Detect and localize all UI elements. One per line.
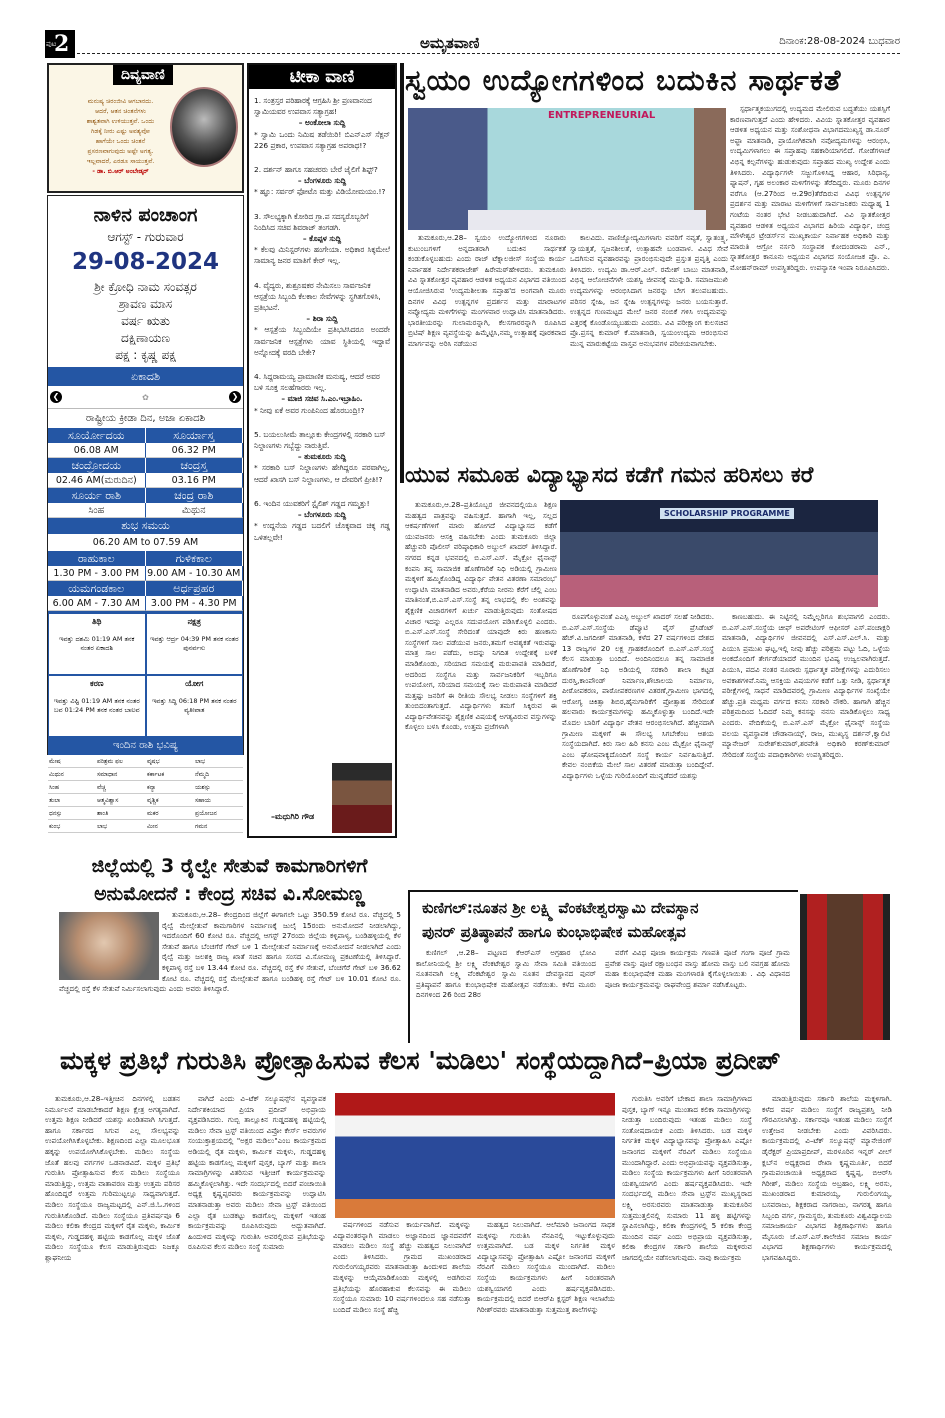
tithi-box — [48, 613, 146, 675]
timing-header: ಚಂದ್ರಸ್ತ — [146, 458, 244, 473]
quote-author: - ಡಾ. ಬಿ.ಆರ್ ಅಂಬೇಡ್ಕರ್ — [92, 168, 149, 175]
rashi-sign: ಮೀನ — [146, 820, 194, 833]
kala-value: 1.30 PM - 3.00 PM — [48, 566, 146, 581]
panchanga-date: 29-08-2024 — [71, 249, 220, 275]
headline-line: ಕುಣಿಗಲ್:ನೂತನ ಶ್ರೀ ಲಕ್ಷ್ಮಿ ವೆಂಕಟೇಶ್ವರಸ್ವಾಮಿ ದೇವಸ್ಥಾನ — [422, 899, 699, 917]
timing-value: 06.32 PM — [146, 443, 244, 458]
teeka-question: 3. ಸೌಲಭ್ಯಕ್ಕಾಗಿ ಕೋರಿದ ಗ್ರಾ.ಪ ಸದಸ್ಯರೊಬ್ಬರಿಗೆ ನಿಂದಿಸಿದ ಸಚಿವ ಶಿವರಾಜ್ ತಂಗಡಗಿ. — [254, 211, 369, 232]
columnist-signature: –ಮಧುಗಿರಿ ಗೌಡ — [271, 812, 315, 821]
panchanga-line: ಪಕ್ಷ : ಕೃಷ್ಣ ಪಕ್ಷ — [115, 348, 176, 362]
panchanga-box — [47, 195, 244, 830]
box-body: ಇವತ್ತು ಸಿದ್ಧಿ 06:18 PM ತನಕ ನಂತರ ವ್ಯತೀಪಾತ — [151, 697, 237, 714]
timing-value: ಮಿಥುನ — [146, 503, 244, 518]
timing-header: ಸೂರ್ಯ ರಾಶಿ — [48, 488, 146, 503]
rashi-prediction: ಯಶಸ್ಸು — [194, 781, 243, 794]
karana-box — [48, 675, 146, 737]
teeka-source: – ಬೆಂಗಳೂರು ಸುದ್ದಿ — [297, 510, 347, 520]
teeka-source: – ಶಿರಾ ಸುದ್ದಿ — [306, 314, 338, 324]
kala-value: 9.00 AM - 10.30 AM — [146, 566, 244, 581]
rashi-sign: ಕರ್ಕಾಟಕ — [146, 768, 194, 781]
panchanga-line: ವರ್ಷ ಋತು — [121, 314, 170, 328]
kunigal-column-2 — [605, 948, 790, 1043]
quote-line: ಹಾಗೆಯೇ ಒಂದು ಚಿಂತನೆ — [95, 138, 146, 145]
box-body: ಇವತ್ತು ದಶಮಿ 01:19 AM ತನಕ ನಂತರ ಏಕಾದಶಿ — [59, 635, 135, 652]
rashi-prediction: ಪರಿಶ್ರಮ ಫಲ — [96, 755, 146, 768]
madilu-column-6 — [762, 1094, 892, 1394]
article-text: ಕುಣಿಗಲ್ ,ಆ.28– ಪಟ್ಟಣದ ಕೆಆರ್‌ಎಸ್ ಅಗ್ರಹಾರ ಭೋವಿ ಕಾಲೋನಿಯಲ್ಲಿ ಶ್ರೀ ಲಕ್ಷ್ಮಿ ವೆಂಕಟೇಶ್ವರ ಸ್ವಾಮಿ ಸೇವಾ ಸಮಿತಿ ವತಿಯಿಂದ ನೂತನವಾಗಿ ಲಕ್ಷ್ಮಿ ವೆಂಕಟೇಶ್ವರ ಸ್ವಾಮಿ ನೂತನ ದೇವಸ್ಥಾನದ ಪುನರ್ ಪ್ರತಿಷ್ಠಾಪನೆ ಹಾಗೂ ಕುಂಭಾಭಿಷೇಕ ಮಹೋತ್ಸವ ನಡೆಯಿತು. ಕಳೆದ ಮೂರು ದಿನಗಳಿಂದ 26 ರಿಂದ 28ರ — [416, 948, 596, 1000]
panchanga-line: ಶ್ರಾವಣ ಮಾಸ — [118, 297, 173, 311]
teeka-question: 1. ಸಂತ್ರಸ್ತರ ಪರಿಹಾರಕ್ಕೆ ಆಗ್ರಹಿಸಿ ಶ್ರೀ ಪ್ರಣವಾನಂದ ಸ್ವಾಮಿಯವರ ಉಪವಾಸ ಸತ್ಯಾಗ್ರಹ! — [254, 96, 372, 117]
rashi-title: ಇಂದಿನ ರಾಶಿ ಭವಿಷ್ಯ — [48, 737, 243, 755]
teeka-item — [254, 211, 390, 277]
kala-value: 3.00 PM - 4.30 PM — [146, 596, 244, 611]
paper-name: ಅಮೃತವಾಣಿ — [420, 34, 480, 52]
box-title: ನಕ್ಷತ್ರ — [187, 617, 201, 626]
teeka-vani-title: ಟೀಕಾ ವಾಣಿ — [249, 65, 395, 89]
teeka-answer: * ಸರಕಾರಿ ಬಸ್ ನಿಲ್ದಾಣಗಳು ಹೇಗಿದ್ದರೂ ಪರವಾಗಿಲ್ಲ, ಆದರೆ ಖಾಸಗಿ ಬಸ್ ನಿಲ್ದಾಣಗಳು, ಆ ದೇವರಿಗೆ ಪ್ರೀತಿ!? — [254, 463, 390, 484]
festival-line: ರಾಷ್ಟ್ರೀಯ ಕ್ರೀಡಾ ದಿನ, ಅಜಾ ಏಕಾದಶಿ — [48, 408, 243, 428]
quote-line: ಪ್ರಸರಣವಾಗುವುದು ಅಷ್ಟೇ ಅಗತ್ಯ. — [87, 148, 154, 155]
quote-line: ಗಿಡಕ್ಕೆ ನೀರು ಎಷ್ಟು ಅವಶ್ಯವೋ — [91, 128, 150, 135]
teeka-answer: * ಸ್ವಾಮಿ ಒಂದು ನಿಮಿಷ ತಡೆಯಿರಿ! ಬಿಎನ್‌ಎಸ್ ಸೆಕ್ಷನ್ 226 ಪ್ರಕಾರ, ಉಪವಾಸ ಸತ್ಯಾಗ್ರಹ ಅಪರಾಧ!? — [254, 129, 390, 150]
kunigal-headline — [422, 896, 698, 944]
lead-photo — [408, 108, 726, 230]
rashi-prediction: ವೆಚ್ಚ — [96, 781, 146, 794]
timing-value: 06.08 AM — [48, 443, 146, 458]
teeka-item — [254, 280, 390, 368]
teeka-vani-box — [247, 63, 397, 838]
photo-float-spacer — [59, 910, 162, 980]
rashi-prediction: ನೆಮ್ಮದಿ — [194, 768, 243, 781]
deity-photo — [800, 894, 890, 1040]
railway-body — [59, 910, 401, 1040]
article-text: ಮಾಡುತ್ತಿರುವುದು ಸರ್ಕಾರಿ ಶಾಲೆಯ ಮಕ್ಕಳಿಗಾಗಿ. ಕಳೆದ ವರ್ಷ ಮಡಿಲು ಸಂಸ್ಥೆಗೆ ರಾಜ್ಯಪ್ರಶಸ್ತಿ ನೀಡಿ ಗೌರವಿಸಲಾಗಿತ್ತು. ಸರ್ಕಾರವೂ ಇತಂಹ ಮಡಿಲು ಸಂಸ್ಥೆಗೆ ಉತ್ತೇಜನ ನೀಡಬೇಕು ಎಂದು ವಿವರಿಸಿದರು. ಕಾರ್ಯಕ್ರಮದಲ್ಲಿ ವಿ–ಟೆಕ್ ಸಲ್ಯೂಷನ್ಸ್ ಮ್ಯಾನೇಜಿಂಗ್ ಡೈರೆಕ್ಟರ್ ಪ್ರಿಯಾಪ್ರದೀಪ್, ಮರಳೂರಿನ ಇನ್ನರ್ ವೀಲ್ ಕ್ಲಬ್‌ನ ಅಧ್ಯಕ್ಷರಾದ ರೇಖಾ ಕೃಷ್ಣಮೂರ್ತಿ, ಬಿದರೆ ಗ್ರಾಮಪಂಚಾಯಿತಿ ಅಧ್ಯಕ್ಷರಾದ ಕೃಷ್ಣಪ್ಪ, ಬಿಆರ್‌ಸಿ ಗಿರೀಶ್, ಮಡಿಲು ಸಂಸ್ಥೆಯ ಅಬ್ರಹಾಂ, ಲಕ್ಷ್ಮಿ ಅರಸು, ಮುಖಂಡರಾದ ಕುಮಾರಯ್ಯ, ಗುರುಲಿಂಗಯ್ಯ, ಬಸವರಾಜು, ಶಿಕ್ಷಕರಾದ ನಾಗರಾಜು, ನಾಗರತ್ನ ಹಾಗೂ ಸಿಬ್ಬಂದಿ ವರ್ಗ, ಗ್ರಾಮಸ್ಥರು, ತುಮಕೂರು ವಿಶ್ವವಿದ್ಯಾಲಯ ಸಮಾಜಕಾರ್ಯ ವಿಭಾಗದ ಶಿಕ್ಷಣಾರ್ಥಿಗಳು ಹಾಗೂ ಮೈಸೂರು ಜೆ.ಎಸ್.ಎಸ್.ಕಾಲೇಜಿನ ಸಮಾಜ ಕಾರ್ಯ ವಿಭಾಗದ ಶಿಕ್ಷಣಾರ್ಥಿಗಳು ಕಾರ್ಯಕ್ರಮದಲ್ಲಿ ಭಾಗವಹಿಸಿದ್ದರು. — [762, 1094, 892, 1262]
date-line: ದಿನಾಂಕ:28-08-2024 ಬುಧವಾರ — [779, 36, 900, 47]
teeka-answer: * ನೀವು ಏಕೆ ಅವರ ಗುಂಪಿನಿಂದ ಹೊರಬಂದ್ರಿ!? — [254, 405, 365, 415]
box-body: ಇವತ್ತು ವಿಷ್ಟಿ 01:19 AM ತನಕ ನಂತರ ಬವ 01:24 PM ತನಕ ನಂತರ ಬಾಲವ — [53, 697, 140, 714]
rashi-prediction: ಲಾಭ — [96, 820, 146, 833]
spacer — [254, 485, 390, 495]
chevron-right-icon[interactable]: ❯ — [229, 391, 241, 403]
teeka-source: – ಕೊಪ್ಪಳ ಸುದ್ದಿ — [302, 234, 342, 244]
shubha-value: 06.20 AM to 07.59 AM — [92, 537, 199, 548]
ambedkar-portrait — [170, 87, 238, 167]
teeka-answer: * ಹ್ಞೂ: ಸರ್ವರ್ ಫೋಟೊ ಮತ್ತು ವಿಡಿಯೋಮಯಂ.!? — [254, 187, 386, 197]
quote-line: ಆದರೆ, ಆತನ ಚಿಂತನೆಗಳು — [95, 108, 146, 115]
spacer — [254, 198, 390, 208]
kala-header: ರಾಹುಕಾಲ — [48, 551, 146, 566]
box-title: ಯೋಗ — [185, 679, 204, 688]
teeka-question: 4. ವೈದ್ಯರು, ಶುಶ್ರೂಷಕರ ನೇಮಿಸಲು ಸಾರ್ವಜನಿಕ ಆಸ್ಪತ್ರೆಯ ಸಿಬ್ಬಂದಿ ಕೆಲಕಾಲ ಸೇವೆಗಳನ್ನು ಸ್ಥಗಿತಗೊಳಿಸಿ, ಪ್ರತಿಭಟನೆ. — [254, 280, 381, 313]
rashi-prediction: ಪ್ರಯೋಜನ — [194, 807, 243, 820]
rashi-prediction: ಶಾಂತಿ — [96, 807, 146, 820]
masthead — [45, 30, 900, 60]
madilu-column-1 — [45, 1094, 180, 1394]
teeka-item — [254, 164, 390, 208]
article-text: ವರ್ಷಗಳಿಂದ ನಡೆಸುವ ಕಾರ್ಯವಾಗಿದೆ. ಮಕ್ಕಳನ್ನು ವಿದ್ಯಾವಂತರನ್ನಾಗಿ ಮಾಡಲು ಅಜ್ಞಾನದಿಂದ ಜ್ಞಾನದವರೆಗೆ ಮಾಡಲು ಮಡಿಲು ಸಂಸ್ಥೆ ಹೆಚ್ಚು ಮಹತ್ವದ ನಿಲುವಾಗಿದೆ ಎಂದು ತಿಳಿಸಿದರು. ಗ್ರಾಮದ ಮುಖಂಡರಾದ ಗುರುಲಿಂಗಯ್ಯರವರು ಮಾತನಾಡುತ್ತಾ ಹಿಂದುಳಿದ ಶಾಲೆಯ ಮಕ್ಕಳನ್ನು ಆಯ್ಕೆಮಾಡಿಕೊಂಡು ಮಕ್ಕಳಲ್ಲಿ ಅಡಗಿರುವ ಪ್ರತಿಭೆಯನ್ನು ಹೊರಹಾಕುವ ಕೆಲಸವನ್ನು ಈ ಮಡಿಲು ಸಂಸ್ಥೆಯೂ ಸುಮಾರು 10 ವರ್ಷಗಳಿಂದಲೂ ಸಹ ನಡೆಸುತ್ತಾ ಬಂದಿದೆ ಮಡಿಲು ಸಂಸ್ಥೆ ಹೆಚ್ಚಿ — [333, 1220, 471, 1314]
rashi-sign: ಸಿಂಹ — [48, 781, 96, 794]
tithi-bar: ಏಕಾದಶಿ — [48, 367, 243, 386]
quote-line: ಶಾಶ್ವತವಾಗಿ ಉಳಿಯುತ್ತವೆ. ಒಂದು — [86, 118, 155, 125]
railway-headline: ಜಿಲ್ಲೆಯಲ್ಲಿ 3 ರೈಲ್ವೇ ಸೇತುವೆ ಕಾಮಗಾರಿಗಳಿಗೆ ಅನುಮೋದನೆ : ಕೇಂದ್ರ ಸಚಿವ ವಿ.ಸೋಮಣ್ಣ — [91, 855, 368, 905]
teeka-item — [254, 95, 390, 161]
rashi-sign: ಕನ್ಯಾ — [146, 781, 194, 794]
chevron-left-icon[interactable]: ❮ — [50, 391, 62, 403]
divyavani-title: ದಿವ್ಯವಾಣಿ — [113, 65, 173, 85]
box-body: ಇವತ್ತು ಆರ್ದ್ರ 04:39 PM ತನಕ ನಂತರ ಪುನರ್ವಸು — [149, 635, 239, 652]
divyavani-quote — [63, 97, 178, 177]
rashi-prediction: ಸಹಾಯ — [194, 794, 243, 807]
rashi-prediction: ಗಮನ — [194, 820, 243, 833]
teeka-question: 2. ದರ್ಶನ್ ಹಾಗೂ ಸಹಚರರು ಬೇರೆ ಜೈಲಿಗೆ ಶಿಫ್ಟ್? — [254, 165, 378, 175]
article-text: ವರೆಗೆ ವಿವಿಧ ಪೂಜಾ ಕಾರ್ಯಕ್ರಮ ಗಣಪತಿ ಪೂಜೆ ಗಂಗಾ ಪೂಜೆ ಗ್ರಾಮ ಪ್ರವೇಶ ವಾಸ್ತು ಪೂಜೆ ರಕ್ಷಾಬಂಧನ ವಾಸ್ತು ಹೋಮ ವಾಸ್ತು ಬಲಿ ನವಗ್ರಹ ಹೋಮ ಮಹಾ ಕುಂಭಾಭಿಷೇಕ ಮಹಾ ಮಂಗಳಾರತಿ ಕೈಗೊಳ್ಳಲಾಯಿತು . ವಿಧಿ ವಿಧಾನದ ಪೂಜಾ ಕಾರ್ಯಕ್ರಮವನ್ನು ರಾಘವೇಂದ್ರ ಶರ್ಮಾ ನಡೆಸಿಕೊಟ್ಟರು. — [605, 948, 790, 989]
article-text: ತುಮಕೂರು,ಆ.28– ಸ್ವಯಂ ಉದ್ಯೋಗಗಳಿಂದ ನೂರಾರು ಕುಟುಂಬಗಳಿಗೆ ಅನ್ನದಾತರಾಗಿ ಬದುಕಿನ ಸಾರ್ಥಕತೆ ಕಂಡುಕೊಳ್ಳಬಹುದು ಎಂದು ರಾಜ್ ಟೆಕ್ನಾಲಜೀಸ್ ಸಂಸ್ಥೆಯ ಕಾರ್ಯ ನಿರ್ವಾಹಕ ನಿರ್ದೇಶಕರಾಜೇಶ್ ಹಿರೇಮಠ್‌ಹೇಳಿದರು. ತುಮಕೂರು ವಿವಿ ಸ್ನಾತಕೋತ್ತರ ವ್ಯವಹಾರ ಆಡಳಿತ ಅಧ್ಯಯನ ವಿಭಾಗದ ವತಿಯಿಂದ ಆಯೋಜಿಸಿರುವ 'ಉದ್ಯಮಶೀಲತಾ ಸಪ್ತಾಹ'ದ ಅಂಗವಾಗಿ ಮೂರು ದಿನಗಳ ವಿವಿಧ ಉತ್ಪನ್ನಗಳ ಪ್ರದರ್ಶನ ಮತ್ತು ಮಾರಾಟಗಳ ನವ್ಯೋದ್ಯಮ ಮಳಿಗೆಗಳನ್ನು ಮಂಗಳವಾರ ಉದ್ಘಾಟಿಸಿ ಮಾತನಾಡಿದರು. ಭಾರತೀಯರನ್ನು ಗುಲಾಮರನ್ನಾಗಿ, ಕೆಲಸಗಾರರನ್ನಾಗಿ ರೂಪಿಸಿದ ಬ್ರಿಟಿಷ್ ಶಿಕ್ಷಣ ವ್ಯವಸ್ಥೆಯನ್ನು ಹಿಮ್ಮೆಟ್ಟಿಸಿ,ನಮ್ಮ ಉತ್ಸಾಹಕ್ಕೆ ಪೂರಕವಾದ ಮಾರ್ಗವನ್ನು ಅರಿಸಿ ನಡೆಯುವ — [408, 233, 566, 348]
lead-column-2 — [570, 233, 728, 455]
teeka-item — [254, 429, 390, 495]
panchanga-month-day: ಆಗಸ್ಟ್ - ಗುರುವಾರ — [107, 230, 184, 244]
timing-value: 02.46 AM(ಮರುದಿನ) — [48, 473, 146, 488]
headline-line: ಪುನರ್ ಪ್ರತಿಷ್ಠಾಪನೆ ಹಾಗೂ ಕುಂಭಾಭಿಷೇಕ ಮಹೋತ್ಸವ — [422, 923, 686, 941]
article-text: ಸ್ಪರ್ಧಾತ್ಮಕಯುಗದಲ್ಲಿ ಉದ್ಯಮದ ಮೇಲಿರುವ ಬದ್ಧತೆಯು ಯಶಸ್ಸಿಗೆ ಕಾರಣವಾಗುತ್ತದೆ ಎಂದು ಹೇಳಿದರು. ವಿವಿಯ ಸ್ನಾತಕೋತ್ತರ ವ್ಯವಹಾರ ಆಡಳಿತ ಅಧ್ಯಯನ ಮತ್ತು ಸಂಶೋಧನಾ ವಿಭಾಗದಮುಖ್ಯಸ್ಥ ಡಾ.ನೂರ್ ಅಫ್ಜಾ ಮಾತನಾಡಿ, ಪ್ರಾಯೋಗಿಕವಾಗಿ ನವೋದ್ಯಮಗಳನ್ನು ಆರಂಭಿಸಿ, ಉದ್ಯಮಿಗಳಾಗಲು ಈ ಸಪ್ತಾಹವು ಸಹಕಾರಿಯಾಗಲಿದೆ. ಗೋಡೆಗಳಾಚೆ ವಿಭಿನ್ನ ಕಲ್ಪನೆಗಳನ್ನು ಹುಡುಕುವುದು ಸಪ್ತಾಹದ ಮುಖ್ಯ ಉದ್ದೇಶ ಎಂದು ತಿಳಿಸಿದರು. ವಿದ್ಯಾರ್ಥಿಗಳೇ ಸಜ್ಜುಗೊಳಿಸಿದ್ದ ಆಹಾರ, ಸಿರಿಧಾನ್ಯ, ಫ್ಯಾಷನ್, ಗೃಹ ಅಲಂಕಾರ ಮಳಿಗೆಗಳನ್ನು ತೆರೆದಿದ್ದರು. ಮೂರು ದಿನಗಳ ವರೆಗೂ (ಆ.27ರಿಂದ ಆ.29ರ)ತೆರೆದಿರುವ ವಿವಿಧ ಉತ್ಪನ್ನಗಳ ಪ್ರದರ್ಶನ ಮತ್ತು ಮಾರಾಟ ಮಳಿಗೆಗಳಿಗೆ ಸಾರ್ವಜನಿಕರು ಮಧ್ಯಾಹ್ನ 1 ಗಂಟೆಯ ನಂತರ ಭೇಟಿ ನೀಡಬಹುದಾಗಿದೆ. ವಿವಿ ಸ್ನಾತಕೋತ್ತರ ವ್ಯವಹಾರ ಆಡಳಿತ ಅಧ್ಯಯನ ವಿಭಾಗದ ಹಿರಿಯ ವಿದ್ಯಾರ್ಥಿ, ಚಂದ್ರ ಮೌಳೇಶ್ವರ ಟ್ರೇಡರ್ಸ್‌ನ ಮುಖ್ಯಕಾರ್ಯ ನಿರ್ವಾಹಕ ಅಧಿಕಾರಿ ಮತ್ತು ಮಾರುತಿ ಆಗ್ರೋ ನರ್ಸರಿ ಸಂಸ್ಥಾಪಕ ಕೋದಂಡರಾಮ ಎನ್., ಸ್ನಾತಕೋತ್ತರ ಕಾನೂನು ಅಧ್ಯಯನ ವಿಭಾಗದ ಸಂಯೋಜಕ ಪ್ರೊ. ಎ. ಮೋಹನ್‌ರಾಮ್ ಉಪಸ್ಥಿತರಿದ್ದರು. ಉಪನ್ಯಾಸಕಿ ಇಂಪಾ ನಿರೂಪಿಸಿದರು. — [730, 104, 890, 272]
shubha-samaya — [48, 518, 243, 551]
madilu-column-4 — [477, 1220, 615, 1395]
rashi-sign: ವೃಶ್ಚಿಕ — [146, 794, 194, 807]
youth-column-3 — [722, 612, 890, 840]
columnist-photo — [332, 763, 392, 833]
article-text: ತುಮಕೂರು,ಆ.28– ಕೇಂದ್ರದಿಂದ ಜಿಲ್ಲೆಗೆ ಈಗಾಗಲೇ ಒಟ್ಟು 350.59 ಕೋಟಿ ರೂ. ವೆಚ್ಚದಲ್ಲಿ 5 ರೈಲ್ವೆ ಮೇಲ್ಸೇತುವೆ ಕಾಮಗಾರಿಗಳ ನಿರ್ಮಾಣಕ್ಕೆ ಜುಲೈ 15ರಂದು ಅನುಮೋದನೆ ನೀಡಲಾಗಿದ್ದು, ಇದರೊಂದಿಗೆ 60 ಕೋಟಿ ರೂ. ವೆಚ್ಚದಲ್ಲಿ ಆಗಸ್ಟ್ 27ರಂದು ಜಿಲ್ಲೆಯ ಕಳ್ಳಿಪಾಳ್ಯ, ಬಂಡಿಹಳ್ಳಿಯಲ್ಲಿ ಕೆಳ ಸೇತುವೆ ಹಾಗೂ ಬೆಂಚಗೆರೆ ಗೇಟ್ ಬಳಿ 1 ಮೇಲ್ಸೇತುವೆ ನಿರ್ಮಾಣಕ್ಕೆ ಅನುಮೋದನೆ ನೀಡಲಾಗಿದೆ ಎಂದು ರೈಲ್ವೆ ಮತ್ತು ಜಲಶಕ್ತಿ ರಾಜ್ಯ ಖಾತೆ ಸಚಿವ ಹಾಗೂ ಸಂಸದ ವಿ.ಸೋಮಣ್ಣ ಪ್ರಕಟಣೆಯಲ್ಲಿ ತಿಳಿಸಿದ್ದಾರೆ. ಕಳ್ಳಿಪಾಳ್ಯ ರಸ್ತೆ ಬಳಿ 13.44 ಕೋಟಿ ರೂ. ವೆಚ್ಚದಲ್ಲಿ ರಸ್ತೆ ಕೆಳ ಸೇತುವೆ, ಬೆಂಚಗೆರೆ ಗೇಟ್ ಬಳಿ 36.62 ಕೋಟಿ ರೂ. ವೆಚ್ಚದಲ್ಲಿ ರಸ್ತೆ ಮೇಲ್ಸೇತುವೆ ಹಾಗೂ ಬಂಡಿಹಳ್ಳಿ ರಸ್ತೆ ಗೇಟ್ ಬಳಿ 10.01 ಕೋಟಿ ರೂ. ವೆಚ್ಚದಲ್ಲಿ ರಸ್ತೆ ಕೆಳ ಸೇತುವೆ ನಿರ್ಮಿಸಲಾಗುವುದು ಎಂದು ಅವರು ತಿಳಿಸಿದ್ದಾರೆ. — [59, 910, 401, 994]
timing-header: ಸೂರ್ಯೋದಯ — [48, 428, 146, 443]
sun-moon-timings — [48, 428, 243, 518]
teeka-source: – ಬೆಂಗಳೂರು ಸುದ್ದಿ — [297, 176, 347, 186]
quote-line: ಮನುಷ್ಯ ಚಿರಂಜೀವಿ ಆಗಬಾರದು. — [87, 98, 154, 105]
panchanga-line: ಶ್ರೀ ಕ್ರೋಧಿ ನಾಮ ಸಂವತ್ಸರ — [94, 280, 197, 294]
teeka-source: – ಅಂಕೋಲಾ ಸುದ್ದಿ — [298, 118, 346, 128]
rashi-sign: ಮೇಷ — [48, 755, 96, 768]
timing-value: ಸಿಂಹ — [48, 503, 146, 518]
timing-header: ಚಂದ್ರೋದಯ — [48, 458, 146, 473]
youth-column-1 — [405, 500, 557, 840]
lead-headline: ಸ್ವಯಂ ಉದ್ಯೋಗಗಳಿಂದ ಬದುಕಿನ ಸಾರ್ಥಕತೆ — [405, 63, 842, 97]
teeka-question: 6. ಇಂದಿನ ಯುವಕರಿಗೆ ಸ್ಟೈಲಿಶ್ ಗಡ್ಡದ ಗಮ್ಮತ್ತು! — [254, 498, 370, 508]
article-text: ಕಾಲವಿದು. ವಾಣಿಜ್ಯೋದ್ಯಮಿಗಳಾಗು ವವರಿಗೆ ನವ್ಯತೆ, ಸ್ವಾತಂತ್ರ್ಯ, ಸ್ವಾಯತ್ತತೆ, ಸೃಜನಶೀಲತೆ, ಉತ್ಸಾಹವೇ ಬಂಡವಾಳ. ವಿವಿಧ ಸೇವೆ ಒದಗಿಸುವ ವ್ಯವಹಾರವನ್ನು ಪ್ರಾರಂಭಿಸುವುದೇ ಪ್ರಸ್ತುತ ಪ್ರವೃತ್ತಿ ಎಂದು ತಿಳಿಸಿದರು. ಉದ್ಯಮಿ ಡಾ.ಆರ್.ಎಲ್. ರಮೇಶ್ ಬಾಬು ಮಾತನಾಡಿ, ವಿಭಿನ್ನ ಆಲೋಚನೆಗಳೇ ಯಶಸ್ವಿ ಜೀವನಕ್ಕೆ ಮುನ್ನುಡಿ. ಸಮಾಜಮುಖಿ ಉದ್ಯಮಗಳನ್ನು ಆರಂಭಿಸಿದಾಗ ಜನರನ್ನು ಬೇಗ ತಲುಪಬಹುದು. ಪರಿಸರ ಸ್ನೇಹಿ, ಜನ ಸ್ನೇಹಿ ಉತ್ಪನ್ನಗಳನ್ನು ಜನರು ಬಯಸುತ್ತಾರೆ. ಉತ್ಪನ್ನದ ಗುಣಮಟ್ಟದ ಮೇಲೆ ಜನರ ನಂಬಿಕೆ ಗಳಿಸಿ ಉದ್ಯಮವನ್ನು ಎತ್ತರಕ್ಕೆ ಕೊಂಡೊಯ್ಯಬಹುದು ಎಂದರು. ವಿವಿ ಪರೀಕ್ಷಾಂಗ ಕುಲಸಚಿವ ಪ್ರೊ.ಪ್ರಸನ್ನ ಕುಮಾರ್ ಕೆ.ಮಾತನಾಡಿ, ಸ್ವಯಂಉದ್ಯಮ ಆರಂಭಿಸುವ ಮುನ್ನ ಮಾರುಕಟ್ಟೆಯ ವಾಸ್ತವ ಅನುಭವಗಳ ಪರಿಚಯವಾಗಬೇಕು. — [570, 233, 728, 348]
article-text: ವಾಗಿದೆ ಎಂದು ವಿ–ಟೆಕ್ ಸಲ್ಯೂಷನ್ಸ್‌ನ ವ್ಯವಸ್ಥಾಪಕ ನಿರ್ದೇಶಕಿಯಾದ ಪ್ರಿಯಾ ಪ್ರದೀಪ್ ಅಭಿಪ್ರಾಯ ವ್ಯಕ್ತಪಡಿಸಿದರು. ಗುಬ್ಬಿ ತಾಲ್ಲೂಕಿನ ಗುಡ್ಡದಹಳ್ಳಿ ಹಟ್ಟಿಯಲ್ಲಿ ಮಡಿಲು ಸೇವಾ ಟ್ರಸ್ಟ್ ವತಿಯಿಂದ ವಿಪ್ರೋ ಕೇರ್ಸ್ ಅವರುಗಳ ಸಂಯುಕ್ತಾಶ್ರಯದಲ್ಲಿ "ಅಕ್ಷರ ಮಡಿಲು"ಎಂಬ ಕಾರ್ಯಕ್ರಮದ ಅಡಿಯಲ್ಲಿ ರೈತ ಮಕ್ಕಳು, ಕಾರ್ಮಿಕ ಮಕ್ಕಳು, ಗುಡ್ಡದಹಳ್ಳಿ ಹಟ್ಟಿಯ ಕಾಡಗೊಲ್ಲ ಮಕ್ಕಳಿಗೆ ಪುಸ್ತಕ, ಬ್ಯಾಗ್ ಮತ್ತು ಶಾಲಾ ಸಾಮಾಗ್ರಿಗಳನ್ನು ವಿತರಿಸುವ ಇತ್ತೀಚಿಗೆ ಕಾರ್ಯಕ್ರಮವನ್ನು ಹಮ್ಮಿಕೊಳ್ಳಲಾಗಿತ್ತು. ಇದೇ ಸಂದರ್ಭದಲ್ಲಿ ಬಿದರೆ ಪಂಚಾಯಿತಿ ಅಧ್ಯಕ್ಷ ಕೃಷ್ಣಪ್ಪರವರು ಕಾರ್ಯಕ್ರಮವನ್ನು ಉದ್ಘಾಟಿಸಿ ಮಾತನಾಡುತ್ತಾ ಅವರು ಮಡಿಲು ಸೇವಾ ಟ್ರಸ್ಟ್ ವತಿಯಿಂದ ಎಲ್ಲಾ ರೈತ ಬುಡಕಟ್ಟು ಕಾಡಗೊಲ್ಲ ಮಕ್ಕಳಿಗೆ ಇತಂಹ ಕಾರ್ಯಕ್ರಮವನ್ನು ರೂಪಿಸಿರುವುದು ಅದ್ಭುತವಾಗಿದೆ. ಹಿಂದುಳಿದ ಮಕ್ಕಳನ್ನು ಗುರುತಿಸಿ ಅವರಲ್ಲಿರುವ ಪ್ರತಿಭೆಯನ್ನು ರೂಪಿಸುವ ಕೆಲಸ ಮಡಿಲು ಸಂಸ್ಥೆ ಸುಮಾರು — [188, 1094, 326, 1252]
teeka-source: – ಮಾಜಿ ಸಚಿವ ಸಿ.ಎಂ.ಇಬ್ರಾಹಿಂ. — [281, 394, 363, 404]
teeka-answer: * ಉದ್ದನೆಯ ಗಡ್ಡದ ಬದಲಿಗೆ ಚೊಕ್ಕವಾದ ಚಿಕ್ಕ ಗಡ್ಡ ಒಳಿತಲ್ಲವೇ! — [254, 521, 390, 542]
spacer — [254, 543, 390, 553]
yoga-box — [146, 675, 244, 737]
article-text: ರೂಪಗೊಳ್ಳುವಂತೆ ಎಎಸ್ಪಿ ಅಬ್ದುಲ್ ಖಾದರ್ ಸಲಹೆ ನೀಡಿದರು. ಬಿ.ಎಸ್.ಎಸ್.ಸಂಸ್ಥೆಯ ಡೆಪ್ಯೂಟಿ ವೈಸ್ ಪ್ರೆಸಿಡೆಂಟ್ ಹೆಚ್.ವಿ.ಜಗದೀಶ್ ಮಾತನಾಡಿ, ಕಳೆದ 27 ವರ್ಷಗಳಿಂದ ದೇಶದ 13 ರಾಜ್ಯಗಳ 20 ಲಕ್ಷ ಗ್ರಾಹಕರೊಂದಿಗೆ ಬಿ.ಎಸ್.ಎಸ್.ಸಂಸ್ಥೆ ಕೆಲಸ ಮಾಡುತ್ತಾ ಬಂದಿದೆ. ಅಂದಿನಿಂದಲೂ ತನ್ನ ಸಾಮಾಜಿಕ ಹೊಣೆಗಾರಿಕೆ ನಿಧಿ ಅಡಿಯಲ್ಲಿ ಸರಕಾರಿ ಶಾಲಾ ಕಟ್ಟಡ ದುರಸ್ತಿ,ಕಾಂಪೌಂಡ್ ನಿರ್ಮಾಣ,ಶೌಚಾಲಯ ನಿರ್ಮಾಣ, ಪೀಠೋಪಕರಣ, ಪಾಠೋಪಕರಣಗಳ ವಿತರಣೆ,ಗ್ರಾಮೀಣ ಭಾಗದಲ್ಲಿ ಆರೋಗ್ಯ ಚಿಕಿತ್ಸಾ ಶಿಬಿರ,ಹೈನುಗಾರಿಕೆಗೆ ಪ್ರೋತ್ಸಾಹ ಸೇರಿದಂತೆ ಹಲವಾರು ಕಾರ್ಯಕ್ರಮಗಳನ್ನು ಹಮ್ಮಿಕೊಳ್ಳುತ್ತಾ ಬಂದಿದೆ.ಇದೇ ಮೊದಲ ಬಾರಿಗೆ ವಿದ್ಯಾರ್ಥಿ ವೇತನ ಆರಂಭಿಸಲಾಗಿದೆ. ಹೆಚ್ಚಿನದಾಗಿ ಗ್ರಾಮೀಣ ಮಕ್ಕಳಿಗೆ ಈ ಸೌಲಭ್ಯ ಸಿಗಬೇಕೆಂಬ ಆಶಯ ಸಂಸ್ಥೆಯದಾಗಿದೆ. ಕಿರು ಸಾಲ ಹಿರಿ ಕನಸು ಎಂಬ ಮೈಕ್ರೋ ಫೈನಾನ್ಸ್ ಎಂಬ ಘೋಷವಾಕ್ಯದೊಂದಿಗೆ ಸಂಸ್ಥೆ ಕಾರ್ಯ ನಿರ್ವಹಿಸುತ್ತಿದೆ. ಕೇವಲ ನಂಬಿಕೆಯ ಮೇಲೆ ಸಾಲ ವಿತರಣೆ ಮಾಡುತ್ತಾ ಬಂದಿದ್ದೇವೆ. ವಿದ್ಯಾರ್ಥಿಗಳು ಒಳ್ಳೆಯ ಗುರಿಯೊಂದಿಗೆ ಮುನ್ನಡೆದರೆ ಯಶಸ್ಸು — [562, 612, 714, 780]
photo-table — [468, 210, 706, 230]
article-text: ಮಹತ್ವದ ನಿಲುವಾಗಿದೆ. ಆಲೆಮಾರಿ ಜನಾಂಗದ ಸಾಧಕ ಮಕ್ಕಳನ್ನು ಗುರುತಿಸಿ ನೆನಪಿನಲ್ಲಿ ಇಟ್ಟುಕೊಳ್ಳುವುದು ಉತ್ತಮವಾಗಿದೆ. ಬಡ ಮಕ್ಕಳ ನಿರ್ಗತಿಕ ಮಕ್ಕಳ ವಿದ್ಯಾಭ್ಯಾಸವನ್ನು ಪ್ರೋತ್ಸಾಹಿಸಿ ಎಷ್ಟೋ ಜನಾಂಗದ ಮಕ್ಕಳಿಗೆ ನೆರವಿಗೆ ಮಡಿಲು ಸಂಸ್ಥೆಯೂ ಮುಂದಾಗಿದೆ. ಮಡಿಲು ಸಂಸ್ಥೆಯ ಕಾರ್ಯಕ್ರಮಗಳು ಹೀಗೆ ನಿರಂತರವಾಗಿ ಯಶಸ್ವಿಯಾಗಲಿ ಎಂದು ಹರ್ಷವ್ಯಕ್ತಪಡಿಸಿದರು. ಕಾರ್ಯಕ್ರಮದಲ್ಲಿ ಬಿದರೆ ಬಿಆರ್‌ಪಿ ಕ್ಲಸ್ಟರ್ ಶಿಕ್ಷಣ ಇಲಾಖೆಯ ಗಿರೀಶ್‌ರವರು ಮಾತನಾಡುತ್ತಾ ಸುತ್ತಮುತ್ತ ಶಾಲೆಗಳನ್ನು — [477, 1220, 615, 1314]
tithi-nakshatra-boxes — [48, 611, 243, 737]
madilu-column-5 — [622, 1094, 752, 1394]
article-text: ಗುರುತಿಸಿ ಅವರಿಗೆ ಬೇಕಾದ ಶಾಲಾ ಸಾಮಾಗ್ರಿಗಳಾದ ಪುಸ್ತಕ, ಬ್ಯಾಗ್ ಇನ್ನೂ ಮುಂತಾದ ಕಲಿಕಾ ಸಾಮಾಗ್ರಿಗಳನ್ನು ನೀಡುತ್ತಾ ಬಂದಿರುವುದು ಇತಂಹ ಮಡಿಲು ಸಂಸ್ಥೆ ಸಂತೋಷದಾಯಕ ಎಂದು ತಿಳಿಸಿದರು. ಬಡ ಮಕ್ಕಳ ನಿರ್ಗತಿಕ ಮಕ್ಕಳ ವಿದ್ಯಾಭ್ಯಾಸವನ್ನು ಪ್ರೋತ್ಸಾಹಿಸಿ ಎಷ್ಟೋ ಜನಾಂಗದ ಮಕ್ಕಳಿಗೆ ನೆರವಿಗೆ ಮಡಿಲು ಸಂಸ್ಥೆಯೂ ಮುಂದಾಗಿದ್ದಾರೆ. ಎಂದು ಅಭಿಪ್ರಾಯವನ್ನು ವ್ಯಕ್ತಪಡಿಸುತ್ತಾ, ಮಡಿಲು ಸಂಸ್ಥೆಯ ಕಾರ್ಯಕ್ರಮಗಳು ಹೀಗೆ ನಿರಂತರವಾಗಿ ಯಶಸ್ವಿಯಾಗಲಿ ಎಂದು ಹರ್ಷವ್ಯಕ್ತಪಡಿಸಿದರು. ಇದೇ ಸಂದರ್ಭದಲ್ಲಿ ಮಡಿಲು ಸೇವಾ ಟ್ರಸ್ಟ್‌ನ ಮುಖ್ಯಸ್ಥರಾದ ಲಕ್ಷ್ಮಿ ಅರಸುರವರು ಮಾತನಾಡುತ್ತಾ ತುಮಕೂರಿನ ಸುತ್ತಮುತ್ತಲಿನಲ್ಲಿ ಸುಮಾರು 11 ಹಳ್ಳಿ ಹಟ್ಟಿಗಳನ್ನು ಸ್ಥಾಪಿಸಲಾಗಿದ್ದು, ಕಲಿಕಾ ಕೇಂದ್ರಗಳಲ್ಲಿ 5 ಕಲಿಕಾ ಕೇಂದ್ರ ಮುಂದಿನ ವರ್ಷ ಎಂದು ಅಭಿಪ್ರಾಯ ವ್ಯಕ್ತಪಡಿಸುತ್ತಾ, ಕಲಿಕಾ ಕೇಂದ್ರಗಳ ಸರ್ಕಾರಿ ಶಾಲೆಯ ಮಕ್ಕಳಿರುವ ಜಾಗದಲ್ಲಿಯೇ ನಡೆಸಲಾಗುವುದು. ನಾವು ಕಾರ್ಯಕ್ರಮ — [622, 1094, 752, 1262]
rashi-table — [48, 755, 243, 833]
rashi-sign: ತುಲಾ — [48, 794, 96, 807]
teeka-answer: * ಕೆಲವು ಮಿನಿಸ್ಟರ್‌ಗಳು ಹಂಗೇಯಾ. ಅಧಿಕಾರ ಸಿಕ್ಕಮೇಲೆ ಸಾಮಾನ್ಯ ಜನರ ಮಾತಿಗೆ ಕೇರ್ ಇಲ್ಲ. — [254, 245, 390, 266]
rashi-sign: ಮಕರ — [146, 807, 194, 820]
teeka-item — [254, 371, 390, 426]
youth-column-2 — [562, 612, 714, 840]
rashi-prediction: ಆತ್ಮವಿಶ್ವಾಸ — [96, 794, 146, 807]
rashi-prediction: ಲಾಭ — [194, 755, 243, 768]
box-title: ತಿಥಿ — [92, 617, 102, 626]
kala-header: ಗುಳಿಕಕಾಲ — [146, 551, 244, 566]
teeka-answer: * ಆಸ್ಪತ್ರೆಯ ಸಿಬ್ಬಂದಿಯೇ ಪ್ರತಿಭಟಿಸಿದರೂ ಅಂದರೇ ಸಾರ್ವಜನಿಕ ಆಸ್ಪತ್ರೆಗಳು ಯಾವ ಸ್ಥಿತಿಯಲ್ಲಿ ಇದ್ದಾವೆ ಅನ್ನೋದಕ್ಕೆ ವರದಿ ಬೇಕೇ? — [254, 325, 390, 357]
box-title: ಕರಣ — [89, 679, 104, 688]
article-text: ಕಾಣಬಹುದು. ಈ ನಿಟ್ಟಿನಲ್ಲಿ ನಿಮ್ಮೆಲ್ಲರಿಗೂ ಶುಭವಾಗಲಿ ಎಂದರು. ಬಿ.ಎಸ್.ಎಸ್.ಸಂಸ್ಥೆಯ ಚೀಫ್ ಅಪರೇಟಿಂಗ್ ಆಫೀಸರ್ ಎಸ್.ಪಂಚಾಕ್ಷರಿ ಮಾತನಾಡಿ, ವಿದ್ಯಾರ್ಥಿಗಳ ಜೀವನದಲ್ಲಿ ಎಸ್.ಎಸ್.ಎಲ್.ಸಿ. ಮತ್ತು ಪಿಯುಸಿ ಪ್ರಮುಖ ಘಟ್ಟ,ಇಲ್ಲಿ ನೀವು ಹೆಚ್ಚು ಪರಿಶ್ರಮ ಪಟ್ಟು ಓದಿ, ಒಳ್ಳೆಯ ಅಂಕದೊಂದಿಗೆ ತೇರ್ಗಡೆಯಾದರೆ ಮುಂದಿನ ಭವಿಷ್ಯ ಉಜ್ವಲವಾಗಿರುತ್ತದೆ. ಪಿಯುಸಿ, ಪದವಿ ನಂತರ ನೂರಾರು ಸ್ಪರ್ಧಾತ್ಮಕ ಪರೀಕ್ಷೆಗಳನ್ನು ಎದುರಿಸಲು ಅವಕಾಶಗಳಿವೆ.ನಿಮ್ಮ ಆಸಕ್ತಿಯ ವಿಷಯಗಳ ಕಡೆಗೆ ಒತ್ತು ನೀಡಿ, ಸ್ಪರ್ಧಾತ್ಮಕ ಪರೀಕ್ಷೆಗಳಲ್ಲಿ ಸಾಧನೆ ಮಾಡಿದವರಲ್ಲಿ ಗ್ರಾಮೀಣ ವಿದ್ಯಾರ್ಥಿಗಳ ಸಂಖ್ಯೆಯೇ ಹೆಚ್ಚು.ಪ್ರತಿ ಮಧ್ಯಮ ವರ್ಗದ ಕನಸು ಸರಕಾರಿ ನೌಕರಿ. ಹಾಗಾಗಿ ಹೆಚ್ಚಿನ ಪರಿಶ್ರಮದಿಂದ ಓದಿದರೆ ನಿಮ್ಮ ಕನಸನ್ನು ನನಸು ಮಾಡಿಕೊಳ್ಳಲು ಸಾಧ್ಯ ಎಂದರು. ವೇದಿಕೆಯಲ್ಲಿ ಬಿ.ಎಸ್.ಎಸ್ ಮೈಕ್ರೋ ಫೈನಾನ್ಸ್ ಸಂಸ್ಥೆಯ ವಲಯ ವ್ಯವಸ್ಥಾಪಕ ಚೌಡಾನಾಯ್ಕ್, ರಾಜ, ಮುಖ್ಯಸ್ಥ ದರ್ಶನ್,ಕ್ವಾಲಿಟಿ ಮ್ಯಾನೇಜರ್ ಸುರೇಶ್‌ಕುಮಾರ್,ಶರವೇತಿ ಅಧಿಕಾರಿ ಕರಣ್‌ಕುಮಾರ್ ಸೇರಿದಂತೆ ಸಂಸ್ಥೆಯ ಪದಾಧಿಕಾರಿಗಳು ಉಪಸ್ಥಿತರಿದ್ದರು. — [722, 612, 890, 759]
lead-article-rule — [400, 63, 404, 483]
masthead-divider — [77, 53, 900, 54]
timing-value: 03.16 PM — [146, 473, 244, 488]
kala-header: ಅರ್ಧಪ್ರಹರ — [146, 581, 244, 596]
teeka-question: 4. ಸಿದ್ದರಾಮಯ್ಯ ಪ್ರಾಮಾಣಿಕ ಮನುಷ್ಯ, ಆದರೆ ಅವರ ಬಳಿ ಸೂಕ್ತ ಸಲಹೆಗಾರರು ಇಲ್ಲ. — [254, 372, 380, 393]
rashi-sign: ಮಿಥುನ — [48, 768, 96, 781]
article-text: ತುಮಕೂರು,ಆ.28–ಪ್ರತಿಯೊಬ್ಬರ ಜೀವನದಲ್ಲಿಯೂ ಶಿಕ್ಷಣ ಮಹತ್ವದ ಪಾತ್ರವನ್ನು ವಹಿಸುತ್ತದೆ. ಹಾಗಾಗಿ ಇಲ್ಲ, ಸಲ್ಲದ ಆಕರ್ಷಣೆಗಳಿಗೆ ಮಾರು ಹೋಗದೆ ವಿದ್ಯಾಭ್ಯಾಸದ ಕಡೆಗೆ ಯುವಜನರು ಆಸಕ್ತಿ ವಹಿಸಬೇಕು ಎಂದು ತುಮಕೂರು ಜಿಲ್ಲಾ ಹೆಚ್ಚುವರಿ ಪೊಲೀಸ್ ವರಿಷ್ಠಾಧಿಕಾರಿ ಅಬ್ದುಲ್ ಖಾದರ್ ತಿಳಿಸಿದ್ದಾರೆ. ನಗರದ ಕನ್ನಡ ಭವನದಲ್ಲಿ ಬಿ.ಎಸ್.ಎಸ್. ಮೈಕ್ರೋ ಫೈನಾನ್ಸ್ ಕಂಪನಿ ತನ್ನ ಸಾಮಾಜಿಕ ಹೊಣೆಗಾರಿಕೆ ನಿಧಿ ಅಡಿಯಲ್ಲಿ ಗ್ರಾಮೀಣ ಮಕ್ಕಳಿಗೆ ಹಮ್ಮಿಕೊಂಡಿದ್ದ ವಿದ್ಯಾರ್ಥಿ ವೇತನ ವಿತರಣಾ ಸಮಾರಂಭ' ಉದ್ಘಾಟಿಸಿ ಮಾತನಾಡಿದ ಅವರು,ಕೆರೆಯ ನೀರನು ಕೆರೆಗೆ ಚೆಲ್ಲಿ ಎಂಬ ಮಾತಿನಂತೆ,ಬಿ.ಎಸ್.ಎಸ್.ಸಂಸ್ಥೆ ತನ್ನ ಲಾಭದಲ್ಲಿ ಕೆಲ ಅಂಶವನ್ನು ಶೈಕ್ಷಣಿಕ ವಿಚಾರಗಳಿಗೆ ಖರ್ಚು ಮಾಡುತ್ತಿರುವುದು ಸಂತೋಷದ ವಿಚಾರ ಇದನ್ನು ಎಲ್ಲರೂ ಸದುಪಯೋಗ ಪಡಿಸಿಕೊಳ್ಳಲಿ ಎಂದರು. ಬಿ.ಎಸ್.ಎಸ್.ಸಂಸ್ಥೆ ಸೇರಿದಂತೆ ಯಾವುದೇ ಕಿರು ಹಣಕಾಸು ಸಂಸ್ಥೆಗಳಿಗೆ ಸಾಲ ಪಡೆಯುವ ಜನರು,ತಮಗೆ ಅವಶ್ಯಕತೆ ಇರುವಷ್ಟು ಮಾತ್ರ ಸಾಲ ಪಡೆದು, ಅದನ್ನು ನಿಗದಿತ ಉದ್ದೇಶಕ್ಕೆ ಬಳಕೆ ಮಾಡಿಕೊಂಡು, ಸರಿಯಾದ ಸಮಯಕ್ಕೆ ಮರುಪಾವತಿ ಮಾಡಿದರೆ, ಅದರಿಂದ ಸಂಸ್ಥೆಗೂ ಮತ್ತು ಸಾರ್ವಜನಿಕರಿಗೆ ಇಬ್ಬರಿಗೂ ಉಪಯೋಗ, ಸರಿಯಾದ ಸಮಯಕ್ಕೆ ಸಾಲ ಮರುಪಾವತಿ ಮಾಡಿದರೆ ಮತ್ತಷ್ಟು ಜನರಿಗೆ ಈ ರೀತಿಯ ಸೌಲಭ್ಯ ನೀಡಲು ಸಂಸ್ಥೆಗಳಿಗೆ ಶಕ್ತಿ ತುಂಬಿದಂತಾಗುತ್ತದೆ. ವಿದ್ಯಾರ್ಥಿಗಳು ತಮಗೆ ಸಿಕ್ಕಿರುವ ಈ ವಿದ್ಯಾರ್ಥಿವೇತನವನ್ನು ಶೈಕ್ಷಣಿಕ ವಿಷಯಕ್ಕೆ ಅಗತ್ಯವಿರುವ ವಸ್ತುಗಳನ್ನು ಕೊಳ್ಳಲು ಬಳಸಿ ಕೊಂಡು, ಉತ್ತಮ ಪ್ರಜೆಗಳಾಗಿ — [405, 500, 557, 732]
photo-banner: SCHOLARSHIP PROGRAMME — [660, 508, 794, 519]
quote-line: ಇಲ್ಲವಾದರೆ, ಎರಡೂ ಸಾಯುತ್ತವೆ. — [86, 158, 155, 165]
article-text: ತುಮಕೂರು,ಆ.28–ಇತ್ತೀಚಿನ ದಿನಗಳಲ್ಲಿ ಬಡತನ ನಿರ್ಮೂಲನೆ ಮಾಡಬೇಕಾದರೆ ಶಿಕ್ಷಣ ಕ್ಷೇತ್ರ ಅಗತ್ಯವಾಗಿದೆ. ಉತ್ತಮ ಶಿಕ್ಷಣ ನೀಡಿದರೆ ಯಶಸ್ಸು ಖಂಡಿತವಾಗಿ ಸಿಗುತ್ತದೆ. ಹಾಗೂ ಸರ್ಕಾರದ ಸಿಗುವ ಎಲ್ಲ ಸೌಲಭ್ಯವನ್ನು ಉಪಯೋಗಿಸಿಕೊಳ್ಳಬೇಕು. ಶಿಕ್ಷಣದಿಂದ ಎಲ್ಲಾ ಮೂಲಭೂತ ಹಕ್ಕನ್ನು ಉಪಯೋಗಿಸಿಕೊಳ್ಳಬೇಕು. ಮಡಿಲು ಸಂಸ್ಥೆಯ ಜೊತೆ ಹಲವು ವರ್ಗಗಳ ಒಡನಾಡವಿದೆ. ಮಕ್ಕಳ ಪ್ರತಿಭೆ ಗುರುತಿಸಿ ಪ್ರೋತ್ಸಾಹಿಸುವ ಕೆಲಸ ಮಡಿಲು ಸಂಸ್ಥೆಯೂ ಮಾಡುತ್ತಿದ್ದು, ಉತ್ತಮ ವಾತಾವರಣ ಮತ್ತು ಉತ್ತಮ ಪರಿಸರ ಹೊಂದಿದ್ದರೆ ಉತ್ತಮ ಗುರಿಮುಟ್ಟಲ್ಲೂ ಸಾಧ್ಯವಾಗುತ್ತದೆ. ಮಡಿಲು ಸಂಸ್ಥೆಯೂ ರಾಜ್ಯಮಟ್ಟದಲ್ಲಿ ಎನ್.ಜಿ.ಓ.ಗಳಿಂದ ಗುರುತಿಸಿಕೊಂಡಿದೆ. ಮಡಿಲು ಸಂಸ್ಥೆಯೂ ಪ್ರತಿವರ್ಷವೂ 6 ಮಡಿಲು ಕಲಿಕಾ ಕೇಂದ್ರದ ಮಕ್ಕಳಿಗೆ ರೈತ ಮಕ್ಕಳು, ಕಾರ್ಮಿಕ ಮಕ್ಕಳು, ಗುಡ್ಡದಹಳ್ಳಿ ಹಟ್ಟಿಯ ಕಾಡಗೊಲ್ಲ ಮಕ್ಕಳ ಜೊತೆ ಮಡಿಲು ಸಂಸ್ಥೆಯೂ ಕೆಲಸ ಮಾಡುತ್ತಿರುವುದು ನಿಜಕ್ಕೂ ಶ್ಲಾಘನೀಯ — [45, 1094, 180, 1262]
page-number: 2 — [54, 31, 70, 57]
teeka-vani-body — [249, 89, 395, 556]
madilu-headline: ಮಕ್ಕಳ ಪ್ರತಿಭೆ ಗುರುತಿಸಿ ಪ್ರೋತ್ಸಾಹಿಸುವ ಕೆಲಸ 'ಮಡಿಲು' ಸಂಸ್ಥೆಯದ್ದಾಗಿದೆ–ಪ್ರಿಯಾ ಪ್ರದೀಪ್ — [60, 1046, 781, 1075]
teeka-item — [254, 498, 390, 553]
logo-icon: ✿ — [142, 392, 149, 402]
rashi-sign: ಧನಸ್ಸು — [48, 807, 96, 820]
rashi-sign: ಕುಂಭ — [48, 820, 96, 833]
madilu-column-2 — [188, 1094, 326, 1394]
teeka-source: – ತುಮಕೂರು ಸುದ್ದಿ — [297, 452, 347, 462]
photo-banner: ENTREPRENEURIAL — [548, 110, 656, 121]
kala-timings — [48, 551, 243, 611]
panchanga-line: ದಕ್ಷಿಣಾಯಣ — [120, 331, 171, 345]
scholarship-photo — [560, 500, 878, 607]
madilu-photo — [335, 1093, 615, 1218]
page-number-badge — [45, 30, 75, 58]
spacer — [254, 416, 390, 426]
panchanga-title: ನಾಳಿನ ಪಂಚಾಂಗ — [93, 204, 198, 226]
youth-headline: ಯುವ ಸಮೂಹ ವಿದ್ಯಾಭ್ಯಾಸದ ಕಡೆಗೆ ಗಮನ ಹರಿಸಲು ಕರೆ — [405, 463, 814, 488]
lead-column-1 — [408, 233, 566, 455]
divyavani-box — [47, 63, 244, 193]
timing-header: ಸೂರ್ಯಾಸ್ತ — [146, 428, 244, 443]
kala-header: ಯಮಗಂಡಕಾಲ — [48, 581, 146, 596]
kala-value: 6.00 AM - 7.30 AM — [48, 596, 146, 611]
timing-header: ಚಂದ್ರ ರಾಶಿ — [146, 488, 244, 503]
madilu-column-3 — [333, 1220, 471, 1395]
lead-column-3 — [730, 104, 890, 456]
kunigal-article — [408, 890, 798, 1043]
shubha-label: ಶುಭ ಸಮಯ — [48, 518, 243, 534]
spacer — [254, 267, 390, 277]
teeka-question: 5. ಬಯಲುಸೀಮೆ ತಾಲ್ಲೂಕು ಕೇಂದ್ರಗಳಲ್ಲಿ ಸರಕಾರಿ ಬಸ್ ನಿಲ್ದಾಣಗಳು ಗಬ್ಬೆದ್ದು ನಾರುತ್ತಿವೆ. — [254, 429, 386, 451]
panchanga-nav — [48, 386, 243, 408]
rashi-sign: ವೃಷಭ — [146, 755, 194, 768]
spacer — [254, 358, 390, 368]
nakshatra-box — [146, 613, 244, 675]
spacer — [254, 151, 390, 161]
page-label: ಪುಟ — [46, 40, 57, 48]
rashi-prediction: ಸಮಾಧಾನ — [96, 768, 146, 781]
kunigal-column-1 — [416, 948, 596, 1043]
